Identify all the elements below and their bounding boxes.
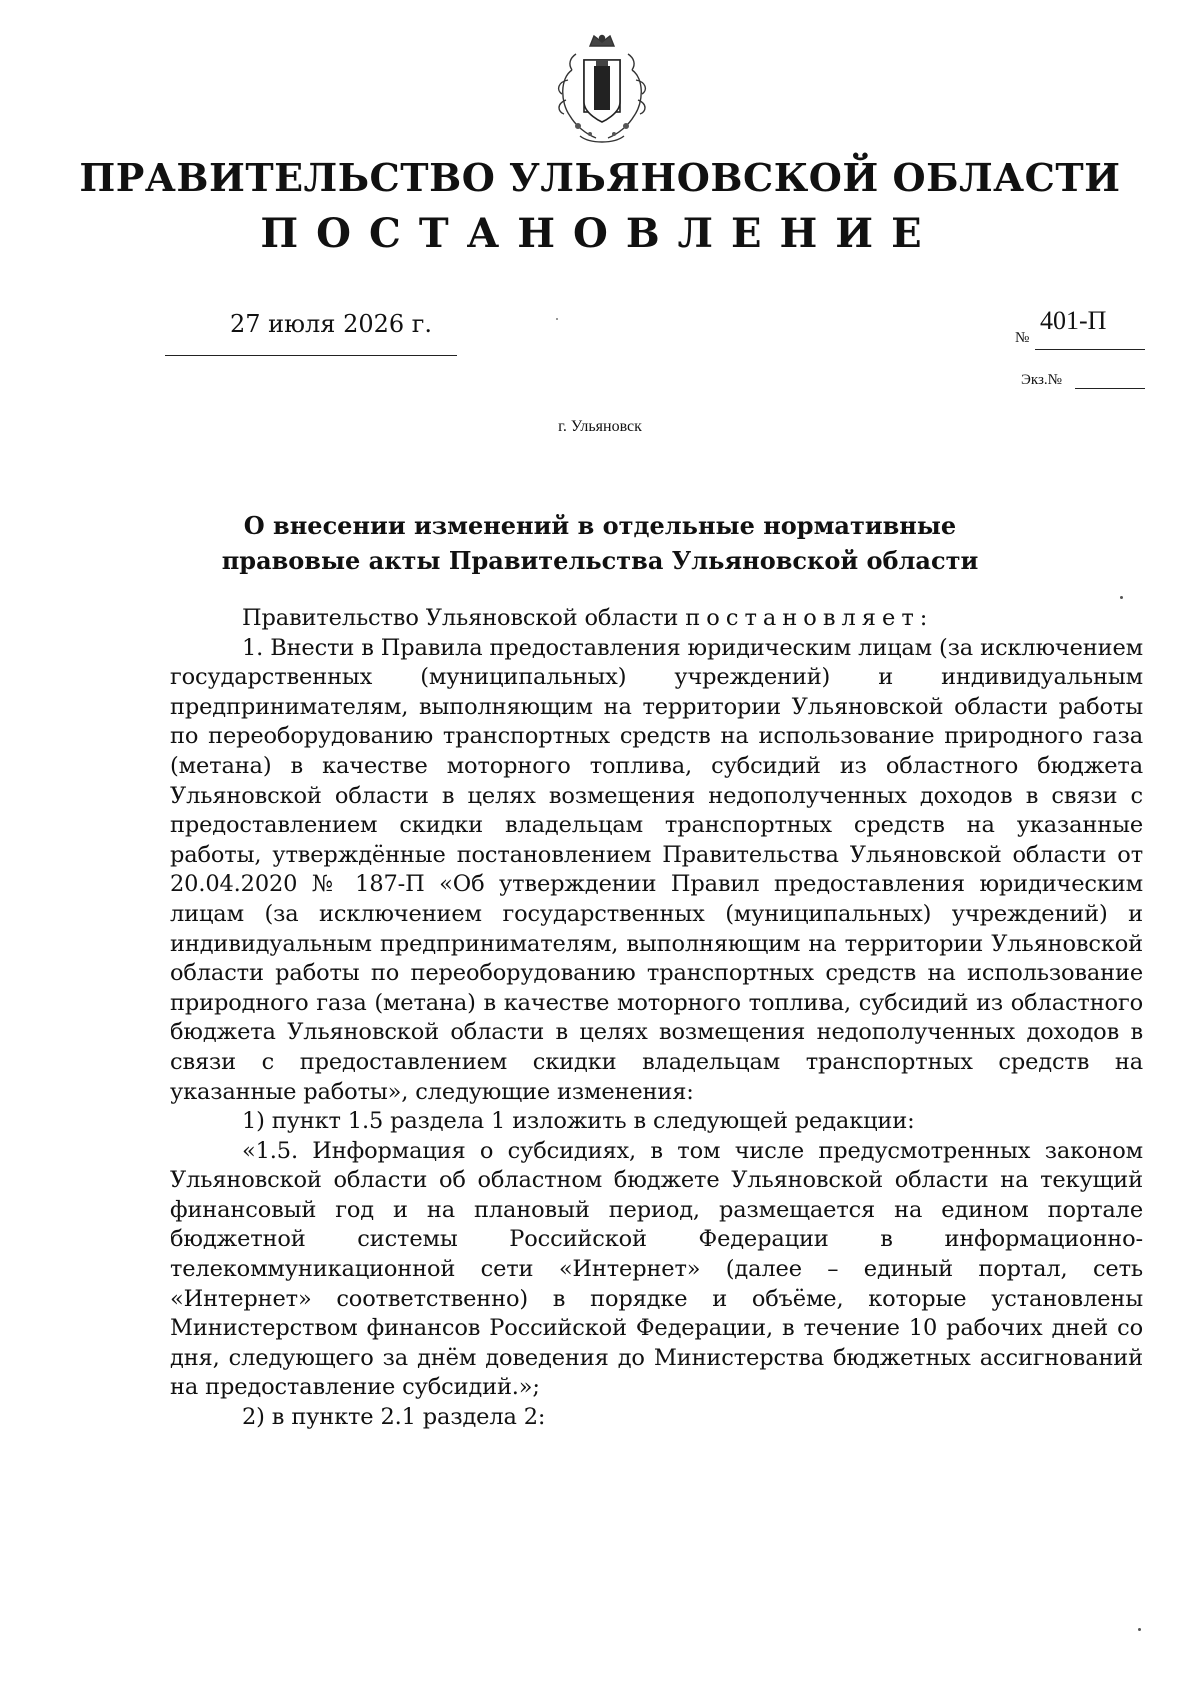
- scan-speck: [556, 318, 558, 320]
- number-sign: №: [1015, 330, 1030, 346]
- document-body: [170, 604, 1143, 1433]
- scan-speck: [1138, 1628, 1141, 1631]
- government-title: ПРАВИТЕЛЬСТВО УЛЬЯНОВСКОЙ ОБЛАСТИ: [79, 155, 1121, 200]
- paragraph-4: 2) в пункте 2.1 раздела 2:: [242, 1404, 546, 1431]
- date-underline: [165, 355, 457, 356]
- preamble-paragraph: [170, 604, 1143, 634]
- paragraph-2: 1) пункт 1.5 раздела 1 изложить в следующей редакции:: [242, 1108, 915, 1135]
- document-subject: [0, 508, 1200, 578]
- scan-speck: [1120, 596, 1123, 599]
- document-type: ПОСТАНОВЛЕНИЕ: [260, 210, 940, 257]
- preamble-end: :: [919, 605, 928, 631]
- subject-line-2: правовые акты Правительства Ульяновской области: [221, 546, 979, 575]
- copy-number-label: Экз.№: [1021, 372, 1062, 388]
- city-name: г. Ульяновск: [558, 418, 642, 435]
- number-underline: [1035, 349, 1145, 350]
- paragraph-1: 1. Внести в Правила предоставления юридическим лицам (за исключением государственных (муниципальных) учреждений) и индивидуальным предпринимателям, выполняющим на территории Ульяновской области работы по переоборудованию транспортных средств на использование природного газа (метана) в качестве моторного топлива, субсидий из областного бюджета Ульяновской области в целях возмещения недополученных доходов в связи с предоставлением скидки владельцам транспортных средств на указанные работы, утверждённые постановлением Правительства Ульяновской области от 20.04.2020 № 187-П «Об утверждении Правил предоставления юридическим лицам (за исключением государственных (муниципальных) учреждений) и индивидуальным предпринимателям, выполняющим на территории Ульяновской области работы по переоборудованию транспортных средств на использование природного газа (метана) в качестве моторного топлива, субсидий из областного бюджета Ульяновской области в целях возмещения недополученных доходов в связи с предоставлением скидки владельцам транспортных средств на указанные работы», следующие изменения:: [170, 634, 1143, 1105]
- preamble-text: Правительство Ульяновской области: [242, 605, 686, 631]
- copy-number-underline: [1075, 388, 1145, 389]
- coat-of-arms-emblem: [550, 30, 654, 150]
- document-number: 401-П: [1040, 306, 1107, 335]
- document-date: 27 июля 2026 г.: [230, 310, 432, 338]
- preamble-verb: постановляет: [685, 605, 920, 631]
- subject-line-1: О внесении изменений в отдельные нормативные: [243, 511, 957, 540]
- paragraph-3: «1.5. Информация о субсидиях, в том числе предусмотренных законом Ульяновской области об областном бюджете Ульяновской области на текущий финансовый год и на плановый период, размещается на едином портале бюджетной системы Российской Федерации в информационно-телекоммуникационной сети «Интернет» (далее – единый портал, сеть «Интернет» соответственно) в порядке и объёме, которые установлены Министерством финансов Российской Федерации, в течение 10 рабочих дней со дня, следующего за днём доведения до Министерства бюджетных ассигнований на предоставление субсидий.»;: [170, 1137, 1143, 1401]
